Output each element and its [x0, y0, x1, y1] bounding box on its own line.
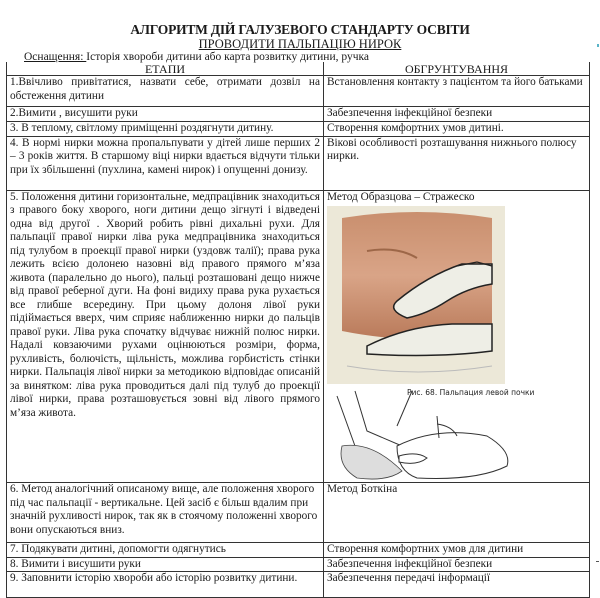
- left-kidney-palpation-drawing-icon: [327, 386, 577, 482]
- reason-cell: Вікові особливості розташування нижнього полюсу нирки.: [324, 136, 590, 190]
- step-cell: 8. Вимити і висушити руки: [7, 557, 324, 572]
- reason-cell: Створення комфортних умов для дитини: [324, 543, 590, 558]
- step-cell: 1.Ввічливо привітатися, назвати себе, отримати дозвіл на обстеження дитини: [7, 76, 324, 107]
- reason-cell: Встановлення контакту з пацієнтом та його батьками: [324, 76, 590, 107]
- method-name: Метод Образцова – Стражеско: [327, 190, 475, 203]
- table-row: [7, 557, 590, 572]
- step-cell: 5. Положення дитини горизонтальне, медпрацівник знаходиться з правого боку хворого, ноги дитини дещо зігнуті і відведені одна від другої . Хворий робить рівні дихальні рухи. Для пальпації правої нирки ліва рука медпрацівника знаходиться під тулубом в проекції правої нирки (уздовж талії); права рука лежить всією долонею назовні від правого прямого м’яза живота (паралельно до нього), пальці розташовані дещо нижче від правої реберної дуги. На фоні видиху права рука рухається все глибше всередину. При цьому долоня лівої руки підіймається вверх, чим сприяє наближенню нирки до пальців правої руки. Ліва рука спочатку відчуває нижній полюс нирки. Надалі ковзаючими рухами оцінюються розміри, форма, рухливість, болючість, щільність, можлива горбистість стінки нирки. Пальпація лівої нирки за методикою відповідає описаній за винятком: ліва рука проводиться далі під тулуб до проекції лівої нирки, права розташовується зовні від лівого прямого м’яза живота.: [7, 190, 324, 483]
- table-row: [7, 543, 590, 558]
- document-title: АЛГОРИТМ ДІЙ ГАЛУЗЕВОГО СТАНДАРТУ ОСВІТИ: [130, 22, 470, 37]
- table-row: [7, 76, 590, 107]
- reason-cell: [324, 190, 590, 483]
- reason-cell: Метод Боткіна: [324, 483, 590, 543]
- step-cell: 4. В нормі нирки можна пропальпувати у дітей лише перших 2 – 3 років життя. В старшому віці нирки вдається відчути тільки при їх збільшенні (пухлина, камені нирок) і опущенні донизу.: [7, 136, 324, 190]
- reason-cell: Створення комфортних умов дитині.: [324, 121, 590, 136]
- reason-cell: Забезпечення інфекційної безпеки: [324, 557, 590, 572]
- step-cell: 7. Подякувати дитині, допомогти одягнутись: [7, 543, 324, 558]
- table-row: [7, 107, 590, 122]
- header-steps: ЕТАПИ: [7, 62, 324, 76]
- step-cell: 2.Вимити , висушити руки: [7, 107, 324, 122]
- header-justification: ОБГРУНТУВАННЯ: [324, 62, 590, 76]
- table-row: [7, 136, 590, 190]
- equipment-text: Історія хвороби дитини або карта розвитку дитини, ручка: [86, 51, 370, 63]
- table-header-row: [7, 62, 590, 76]
- kidney-palpation-illustration-icon: [327, 206, 505, 384]
- step-cell: 3. В теплому, світлому приміщенні роздягнути дитину.: [7, 121, 324, 136]
- document-subtitle: ПРОВОДИТИ ПАЛЬПАЦІЮ НИРОК: [198, 37, 402, 51]
- table-row: [7, 190, 590, 483]
- step-cell: 6. Метод аналогічний описаному вище, але положення хворого під час пальпації - вертикальне. Цей засіб є більш вдалим при значній рухливості нирок, так як в стоячому положенні хворого вони опускаються вниз.: [7, 483, 324, 543]
- table-row: [7, 121, 590, 136]
- reason-cell: Забезпечення передачі інформації: [324, 572, 590, 598]
- table-row: [7, 483, 590, 543]
- table-row: [7, 572, 590, 598]
- reason-cell: Забезпечення інфекційної безпеки: [324, 107, 590, 122]
- equipment-label: Оснащення:: [24, 51, 87, 63]
- figure-caption: Рис. 68. Пальпация левой почки: [407, 388, 535, 397]
- step-cell: 9. Заповнити історію хвороби або історію розвитку дитини.: [7, 572, 324, 598]
- algorithm-table: [6, 62, 590, 598]
- edge-mark: [596, 561, 599, 562]
- edge-mark: [597, 44, 599, 47]
